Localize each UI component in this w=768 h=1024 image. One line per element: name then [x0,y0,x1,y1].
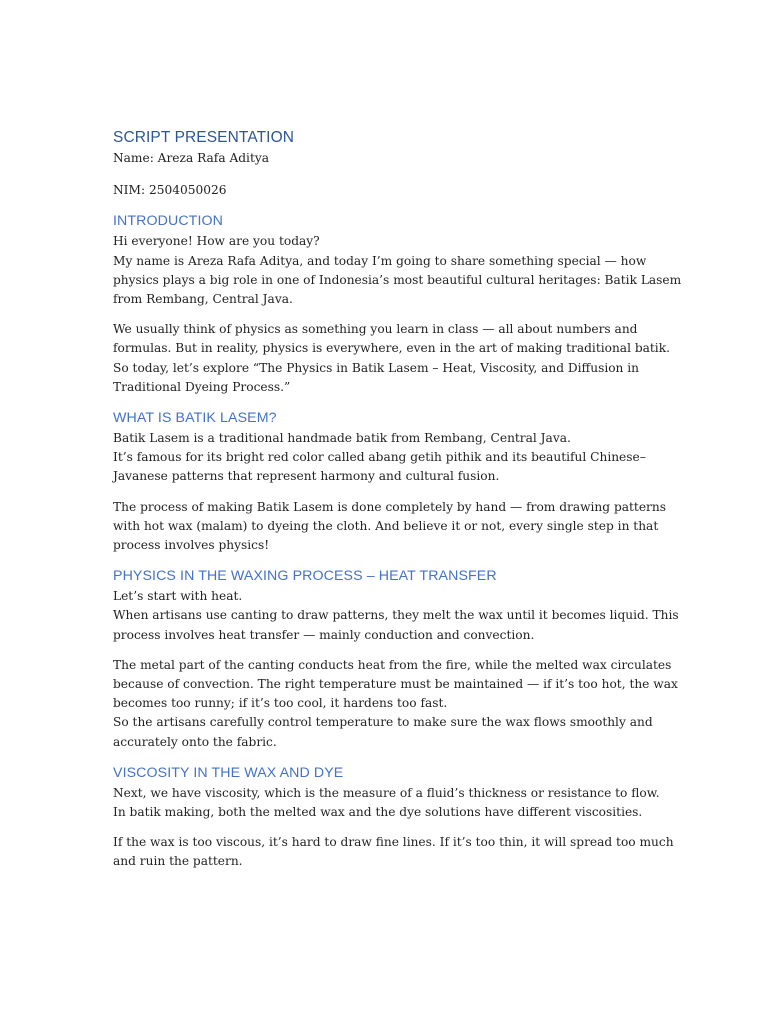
text-line: physics plays a big role in one of Indonesia’s most beautiful cultural heritages: Batik Lasem [113,272,682,287]
text-line: Let’s start with heat. [113,589,243,604]
text-line: process involves physics! [113,538,270,553]
text-line: When artisans use canting to draw patterns, they melt the wax until it becomes liquid. This [113,608,679,623]
text-line: with hot wax (malam) to dyeing the cloth. And believe it or not, every single step in that [113,518,659,533]
text-line: formulas. But in reality, physics is everywhere, even in the art of making traditional batik. [113,341,670,356]
text-line: and ruin the pattern. [113,854,243,869]
name-line: Name: Areza Rafa Aditya [113,151,270,165]
text-line: Batik Lasem is a traditional handmade batik from Rembang, Central Java. [113,431,571,446]
text-line: accurately onto the fabric. [113,734,277,749]
introduction-paragraph-2 [113,320,670,397]
batik-paragraph-2 [113,498,666,556]
heat-paragraph-1 [113,587,679,645]
introduction-paragraph-1 [113,232,682,309]
text-line: Javanese patterns that represent harmony and cultural fusion. [113,469,500,484]
text-line: So the artisans carefully control temperature to make sure the wax flows smoothly and [113,715,653,730]
text-line: Traditional Dyeing Process.” [113,379,291,394]
text-line: because of convection. The right temperature must be maintained — if it’s too hot, the wax [113,677,678,692]
nim-line: NIM: 2504050026 [113,183,227,198]
section-heading-introduction: INTRODUCTION [113,213,223,230]
text-line: process involves heat transfer — mainly conduction and convection. [113,627,535,642]
text-line: My name is Areza Rafa Aditya, and today I’m going to share something special — how [113,253,647,268]
text-line: Hi everyone! How are you today? [113,234,320,249]
text-line: The process of making Batik Lasem is done completely by hand — from drawing patterns [113,499,666,514]
text-line: If the wax is too viscous, it’s hard to draw fine lines. If it’s too thin, it will spread too much [113,835,674,850]
document-title: SCRIPT PRESENTATION [113,129,295,146]
viscosity-paragraph-2 [113,833,674,871]
viscosity-paragraph-1 [113,784,658,822]
text-line: It’s famous for its bright red color called abang getih pithik and its beautiful Chinese– [113,450,646,465]
text-line: We usually think of physics as something you learn in class — all about numbers and [113,322,638,337]
text-line: The metal part of the canting conducts heat from the fire, while the melted wax circulates [113,657,672,672]
text-line: from Rembang, Central Java. [113,292,293,307]
text-line: becomes too runny; if it’s too cool, it hardens too fast. [113,696,448,711]
section-heading-heat-transfer: PHYSICS IN THE WAXING PROCESS – HEAT TRANSFER [113,568,497,585]
text-line: So today, let’s explore “The Physics in Batik Lasem – Heat, Viscosity, and Diffusion in [113,360,640,375]
text-line: In batik making, both the melted wax and the dye solutions have different viscosities. [113,805,643,820]
batik-paragraph-1 [113,429,658,487]
heat-paragraph-2 [113,656,678,752]
section-heading-viscosity: VISCOSITY IN THE WAX AND DYE [113,764,344,781]
document-page [113,124,682,872]
text-line: Next, we have viscosity, which is the measure of a fluid’s thickness or resistance to flow. [113,785,660,800]
section-heading-batik-lasem: WHAT IS BATIK LASEM? [113,410,277,427]
